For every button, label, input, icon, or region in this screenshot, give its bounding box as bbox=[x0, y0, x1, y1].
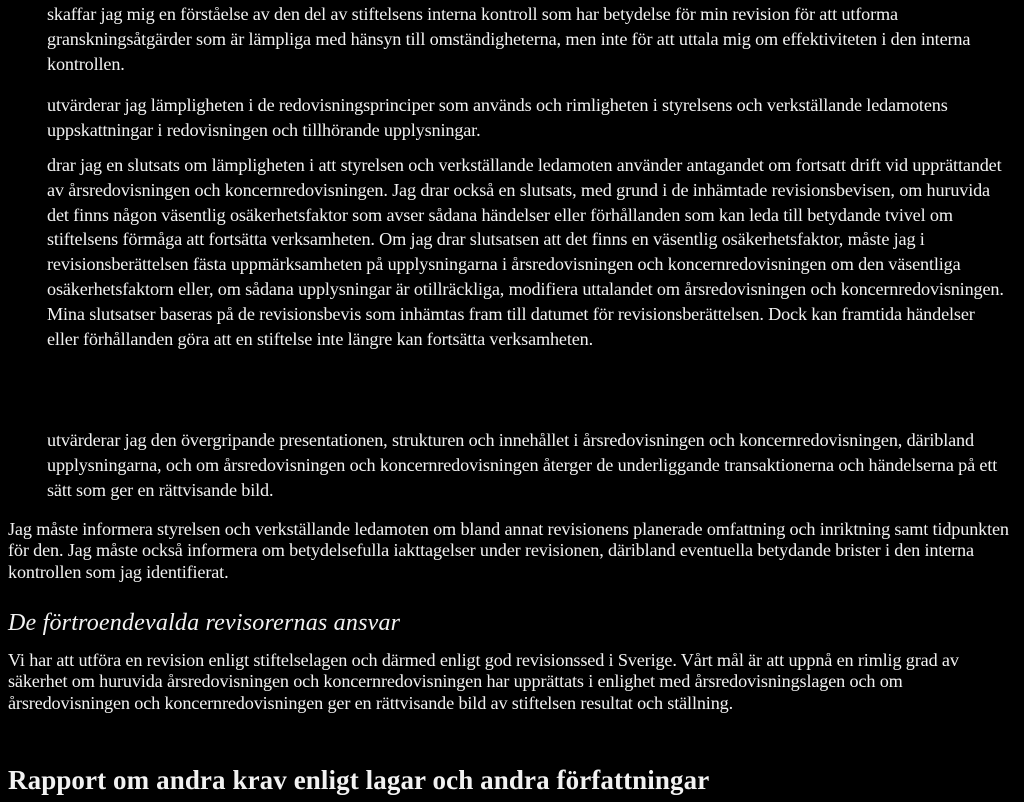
bullet-paragraph-internal-control: skaffar jag mig en förståelse av den del av stiftelsens interna kontroll som har betydelse för min revision för att utforma granskningsåtgärder som är lämpliga med hänsyn till omständigheterna, men inte för att uttala mig om effektiviteten i den interna kontrollen. bbox=[47, 4, 971, 74]
elected-auditors-paragraph: Vi har att utföra en revision enligt stiftelselagen och därmed enligt god revisionssed i Sverige. Vårt mål är att uppnå en rimlig grad av säkerhet om huruvida årsredovisningen och koncernredovisningen har upprättats i enlighet med årsredovisningslagen och om årsredovisningen och koncernredovisningen ger en rättvisande bild av stiftelsen resultat och ställning. bbox=[8, 650, 959, 713]
section-heading: Rapport om andra krav enligt lagar och andra författningar bbox=[8, 765, 710, 795]
inform-board-paragraph: Jag måste informera styrelsen och verkställande ledamoten om bland annat revisionens planerade omfattning och inriktning samt tidpunkten för den. Jag måste också informera om betydelsefulla iakttagelser under revisionen, däribland eventuella betydande brister i den interna kontrollen som jag identifierat. bbox=[8, 519, 1009, 582]
bullet-paragraph-going-concern: drar jag en slutsats om lämpligheten i att styrelsen och verkställande ledamoten använder antagandet om fortsatt drift vid upprättandet av årsredovisningen och koncernredovisningen. Jag drar också en slutsats, med grund i de inhämtade revisionsbevisen, om huruvida det finns någon väsentlig osäkerhetsfaktor som avser sådana händelser eller förhållanden som kan leda till betydande tvivel om stiftelsens förmåga att fortsätta verksamheten. Om jag drar slutsatsen att det finns en väsentlig osäkerhetsfaktor, måste jag i revisionsberättelsen fästa uppmärksamheten på upplysningarna i årsredovisningen och koncernredovisningen om den väsentliga osäkerhetsfaktorn eller, om sådana upplysningar är otillräckliga, modifiera uttalandet om årsredovisningen och koncernredovisningen. Mina slutsatser baseras på de revisionsbevis som inhämtas fram till datumet för revisionsberättelsen. Dock kan framtida händelser eller förhållanden göra att en stiftelse inte längre kan fortsätta verksamheten. bbox=[47, 155, 1004, 349]
elected-auditors-heading: De förtroendevalda revisorernas ansvar bbox=[8, 610, 401, 636]
bullet-paragraph-overall-presentation: utvärderar jag den övergripande presentationen, strukturen och innehållet i årsredovisningen och koncernredovisningen, däribland upplysningarna, och om årsredovisningen och koncernredovisningen återger de underliggande transaktionerna och händelserna på ett sätt som ger en rättvisande bild. bbox=[47, 430, 998, 500]
bullet-paragraph-accounting-principles: utvärderar jag lämpligheten i de redovisningsprinciper som används och rimligheten i styrelsens och verkställande ledamotens uppskattningar i redovisningen och tillhörande upplysningar. bbox=[47, 95, 948, 140]
